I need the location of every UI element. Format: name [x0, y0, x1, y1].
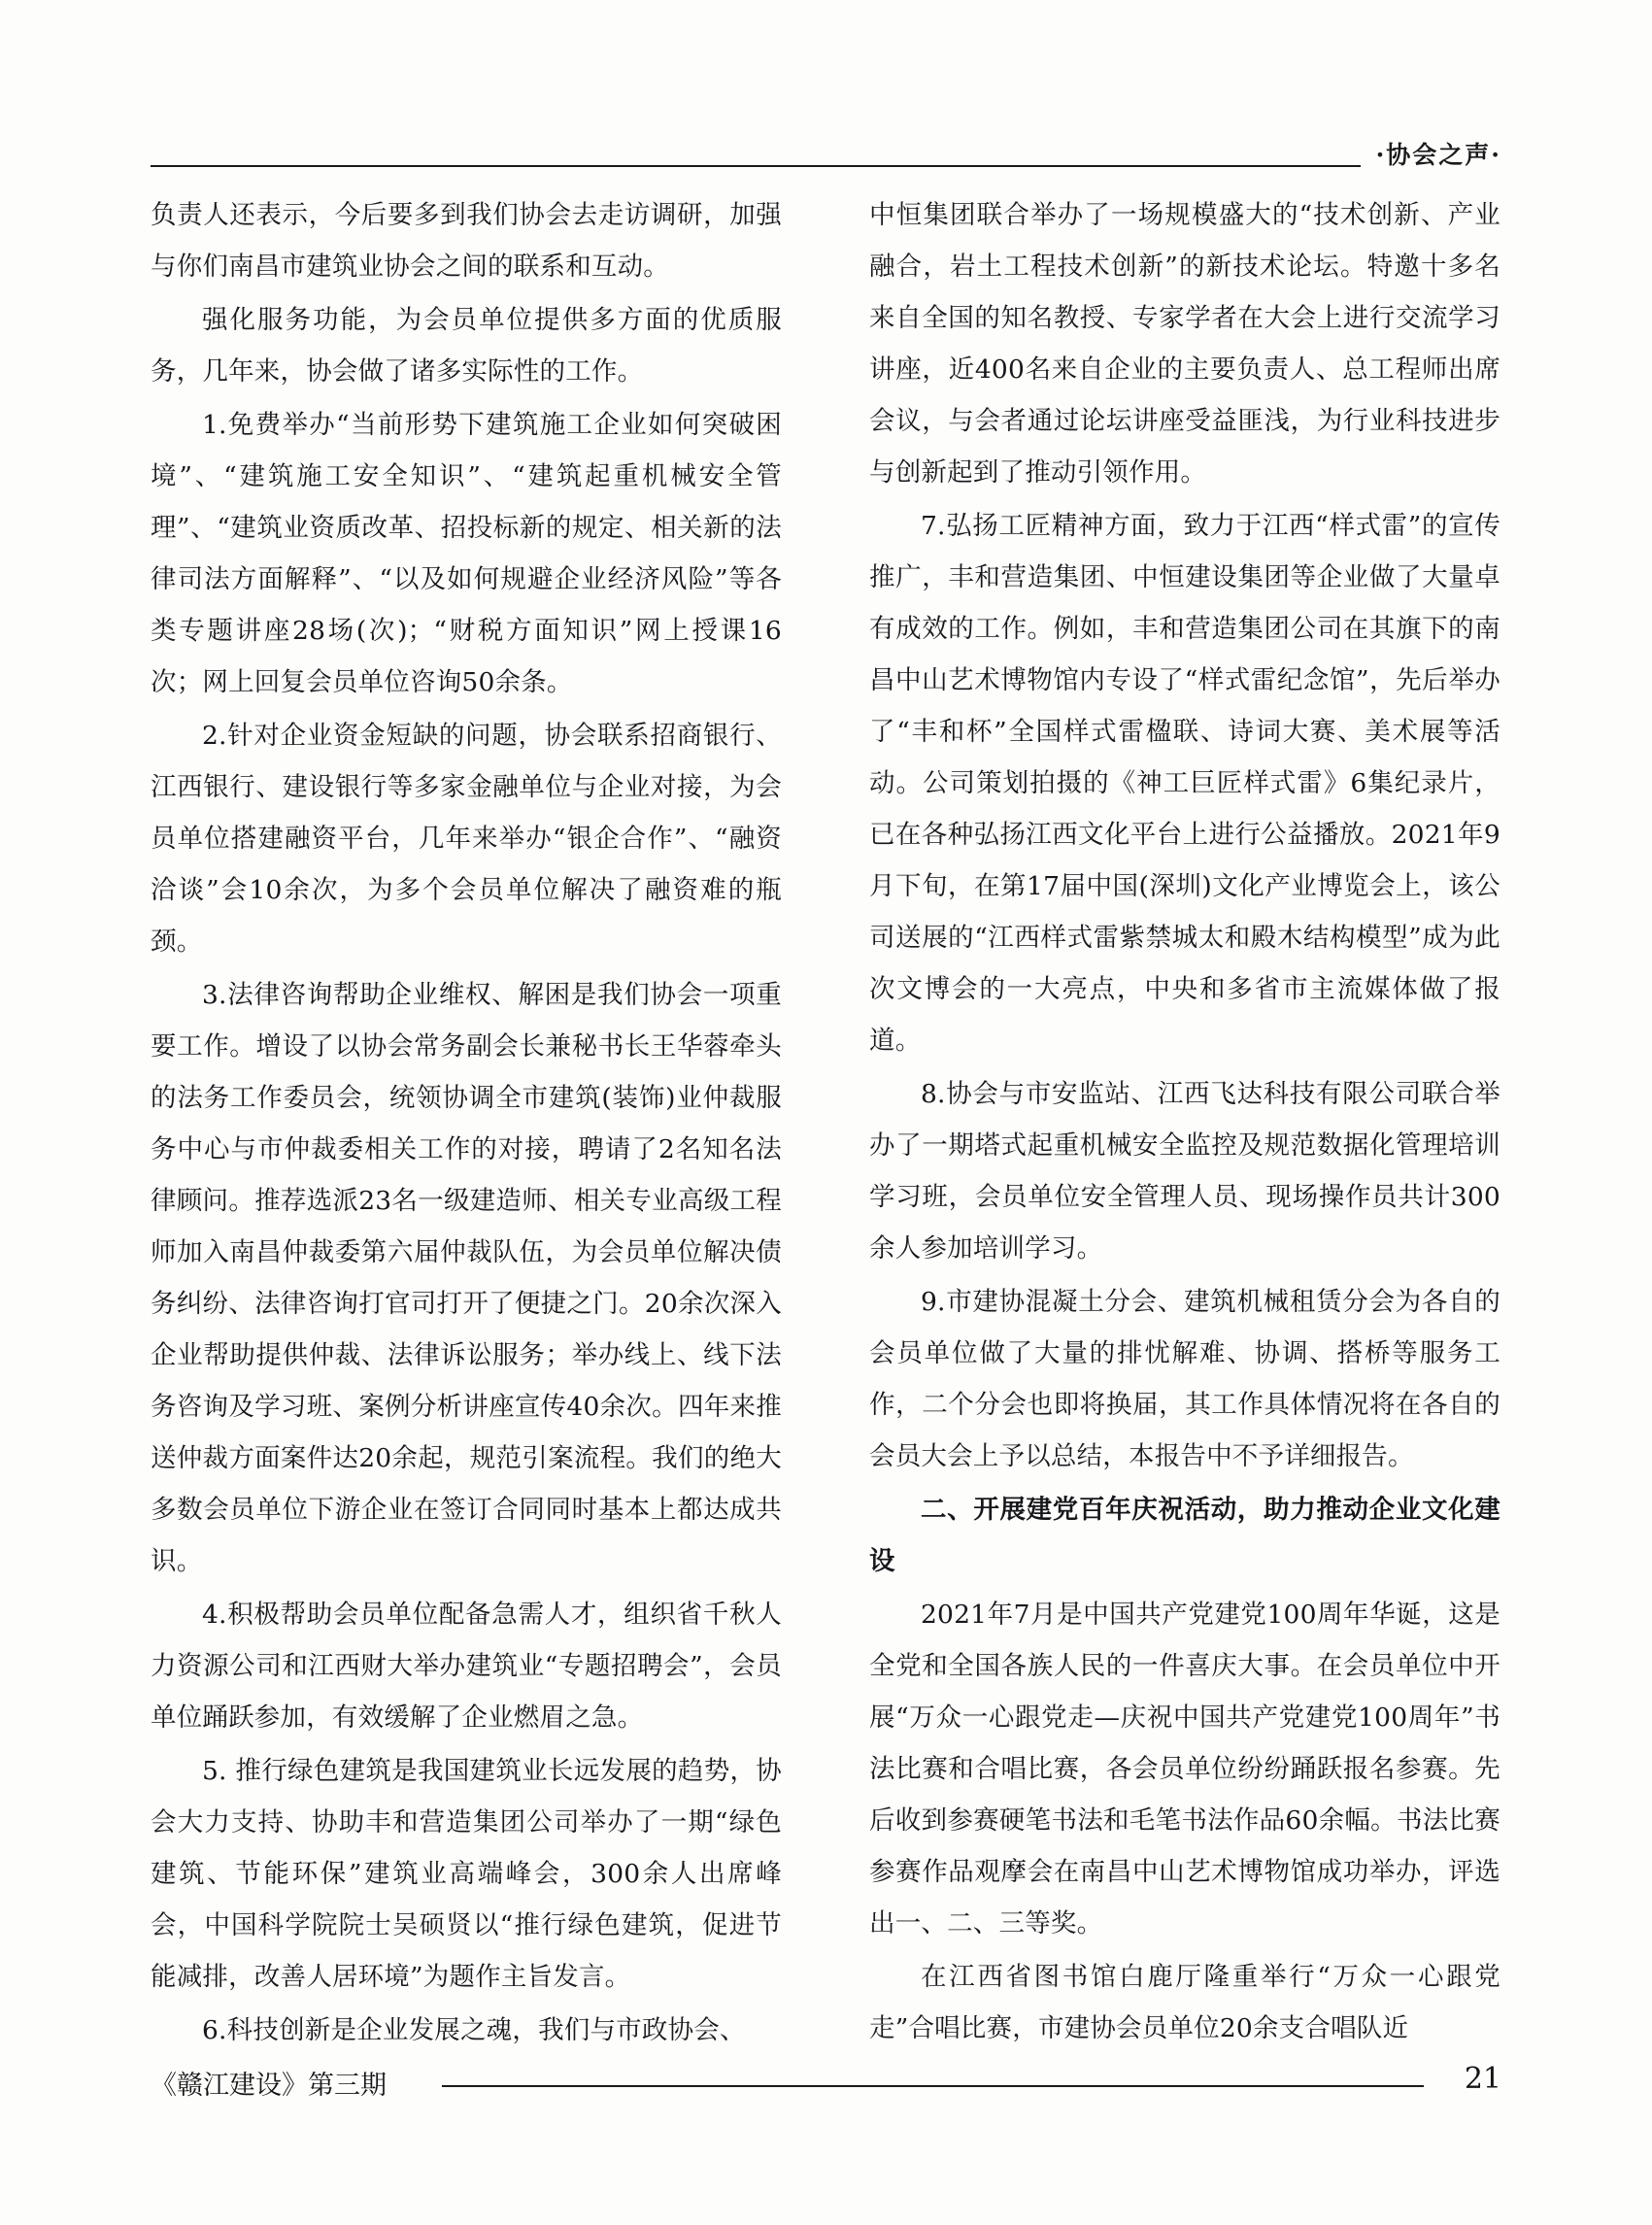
body-columns	[151, 189, 1500, 2045]
publication-title: 《赣江建设》第三期	[151, 2064, 400, 2102]
paragraph: 5. 推行绿色建筑是我国建筑业长远发展的趋势，协会大力支持、协助丰和营造集团公司举办了一期“绿色建筑、节能环保”建筑业高端峰会，300余人出席峰会，中国科学院院士吴硕贤以“推行绿色建筑，促进节能减排，改善人居环境”为题作主旨发言。	[151, 1756, 782, 1992]
paragraph: 2021年7月是中国共产党建党100周年华诞，这是全党和全国各族人民的一件喜庆大事。在会员单位中开展“万众一心跟党走—庆祝中国共产党建党100周年”书法比赛和合唱比赛，各会员单位纷纷踊跃报名参赛。先后收到参赛硬笔书法和毛笔书法作品60余幅。书法比赛参赛作品观摩会在南昌中山艺术博物馆成功举办，评选出一、二、三等奖。	[869, 1600, 1500, 1938]
paragraph: 6.科技创新是企业发展之魂，我们与市政协会、	[202, 2015, 746, 2045]
paragraph: 在江西省图书馆白鹿厅隆重举行“万众一心跟党走”合唱比赛，市建协会员单位20余支合唱队近	[869, 1962, 1500, 2043]
page-header	[151, 136, 1501, 175]
right-column	[869, 189, 1500, 2043]
paragraph: 4.积极帮助会员单位配备急需人才，组织省千秋人力资源公司和江西财大举办建筑业“专题招聘会”，会员单位踊跃参加，有效缓解了企业燃眉之急。	[151, 1600, 782, 1733]
left-column	[151, 189, 782, 2045]
header-divider	[151, 165, 1501, 167]
running-title: ·协会之声·	[1361, 136, 1501, 171]
section-heading: 二、开展建党百年庆祝活动，助力推动企业文化建设	[869, 1495, 1500, 1576]
paragraph: 8.协会与市安监站、江西飞达科技有限公司联合举办了一期塔式起重机械安全监控及规范数据化管理培训学习班，会员单位安全管理人员、现场操作员共计300余人参加培训学习。	[869, 1079, 1500, 1264]
paragraph: 3.法律咨询帮助企业维权、解困是我们协会一项重要工作。增设了以协会常务副会长兼秘书长王华蓉牵头的法务工作委员会，统领协调全市建筑(装饰)业仲裁服务中心与市仲裁委相关工作的对接，聘请了2名知名法律顾问。推荐选派23名一级建造师、相关专业高级工程师加入南昌仲裁委第六届仲裁队伍，为会员单位解决债务纠纷、法律咨询打官司打开了便捷之门。20余次深入企业帮助提供仲裁、法律诉讼服务；举办线上、线下法务咨询及学习班、案例分析讲座宣传40余次。四年来推送仲裁方面案件达20余起，规范引案流程。我们的绝大多数会员单位下游企业在签订合同同时基本上都达成共识。	[151, 980, 782, 1576]
footer-divider	[442, 2085, 1424, 2087]
paragraph: 负责人还表示，今后要多到我们协会去走访调研，加强与你们南昌市建筑业协会之间的联系和互动。	[151, 200, 782, 282]
page-number: 21	[1451, 2062, 1501, 2096]
paragraph: 1.免费举办“当前形势下建筑施工企业如何突破困境”、“建筑施工安全知识”、“建筑起重机械安全管理”、“建筑业资质改革、招投标新的规定、相关新的法律司法方面解释”、“以及如何规避企业经济风险”等各类专题讲座28场(次)；“财税方面知识”网上授课16次；网上回复会员单位咨询50余条。	[151, 410, 782, 697]
page-footer	[151, 2064, 1501, 2108]
paragraph: 中恒集团联合举办了一场规模盛大的“技术创新、产业融合，岩土工程技术创新”的新技术论坛。特邀十多名来自全国的知名教授、专家学者在大会上进行交流学习讲座，近400名来自企业的主要负责人、总工程师出席会议，与会者通过论坛讲座受益匪浅，为行业科技进步与创新起到了推动引领作用。	[869, 200, 1500, 488]
paragraph: 强化服务功能，为会员单位提供多方面的优质服务，几年来，协会做了诸多实际性的工作。	[151, 305, 782, 387]
paragraph: 7.弘扬工匠精神方面，致力于江西“样式雷”的宣传推广，丰和营造集团、中恒建设集团等企业做了大量卓有成效的工作。例如，丰和营造集团公司在其旗下的南昌中山艺术博物馆内专设了“样式雷纪念馆”，先后举办了“丰和杯”全国样式雷楹联、诗词大赛、美术展等活动。公司策划拍摄的《神工巨匠样式雷》6集纪录片，已在各种弘扬江西文化平台上进行公益播放。2021年9月下旬，在第17届中国(深圳)文化产业博览会上，该公司送展的“江西样式雷紫禁城太和殿木结构模型”成为此次文博会的一大亮点，中央和多省市主流媒体做了报道。	[869, 511, 1500, 1056]
paragraph: 2.针对企业资金短缺的问题，协会联系招商银行、江西银行、建设银行等多家金融单位与企业对接，为会员单位搭建融资平台，几年来举办“银企合作”、“融资洽谈”会10余次，为多个会员单位解决了融资难的瓶颈。	[151, 721, 782, 957]
paragraph: 9.市建协混凝土分会、建筑机械租赁分会为各自的会员单位做了大量的排忧解难、协调、搭桥等服务工作，二个分会也即将换届，其工作具体情况将在各自的会员大会上予以总结，本报告中不予详细报告。	[869, 1287, 1500, 1471]
